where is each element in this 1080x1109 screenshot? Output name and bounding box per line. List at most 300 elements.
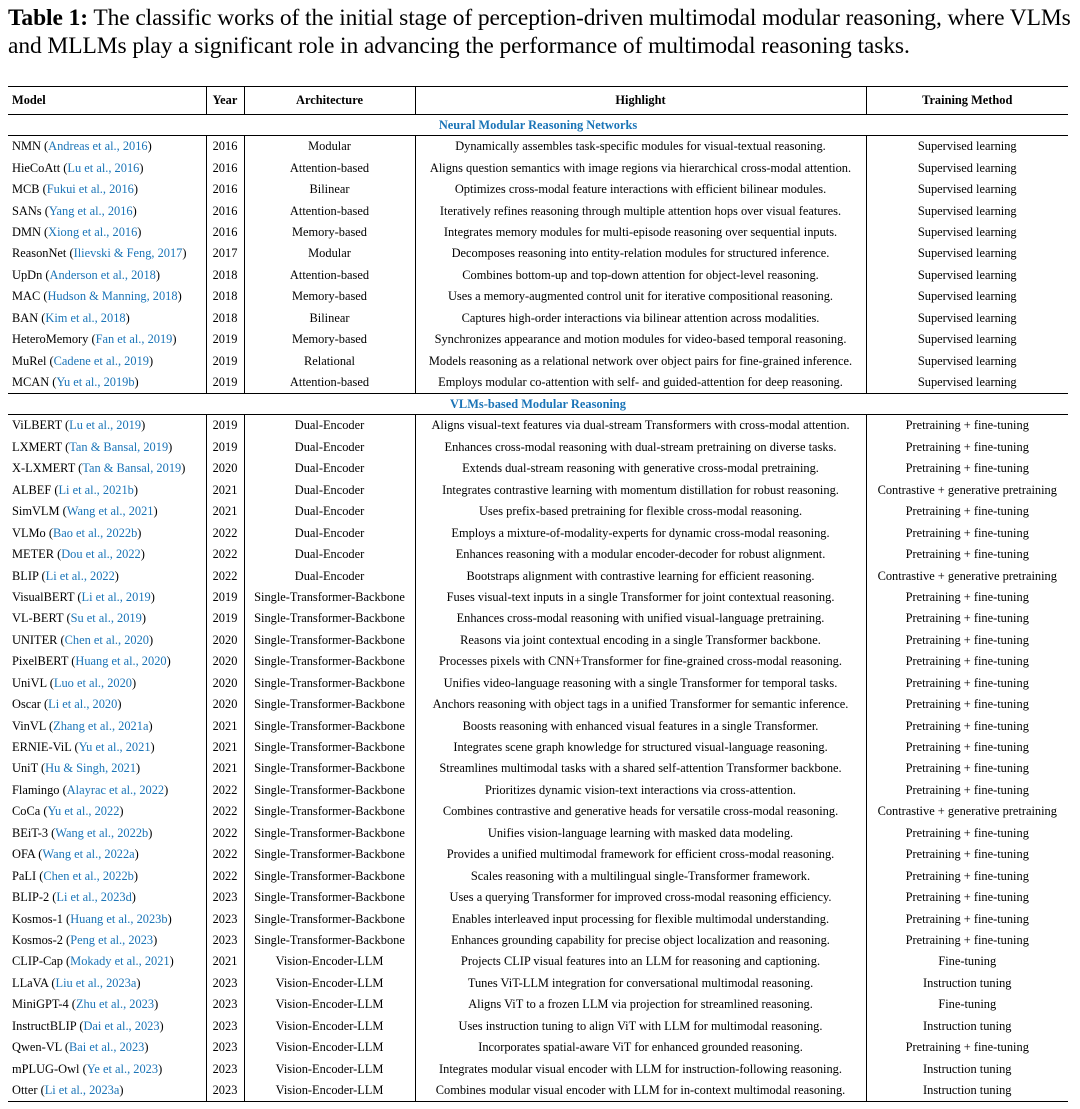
- cell-year: 2019: [206, 587, 244, 608]
- section-header-row: [8, 394, 1068, 415]
- model-name: NMN: [12, 139, 41, 154]
- citation-link[interactable]: Chen et al., 2020: [64, 632, 149, 647]
- citation-link[interactable]: Zhang et al., 2021a: [53, 718, 149, 733]
- table-row: [8, 501, 1068, 522]
- cell-architecture: Single-Transformer-Backbone: [244, 758, 415, 779]
- cell-training-method: Pretraining + fine-tuning: [866, 437, 1068, 458]
- table-row: [8, 415, 1068, 437]
- cell-year: 2023: [206, 930, 244, 951]
- cell-highlight: Reasons via joint contextual encoding in a single Transformer backbone.: [415, 630, 866, 651]
- cell-architecture: Dual-Encoder: [244, 437, 415, 458]
- citation-link[interactable]: Su et al., 2019: [70, 611, 142, 626]
- caption-label: Table 1:: [8, 5, 88, 31]
- table-row: [8, 1016, 1068, 1037]
- model-name: MiniGPT-4: [12, 997, 69, 1012]
- citation-link[interactable]: Xiong et al., 2016: [48, 224, 138, 239]
- cell-year: 2020: [206, 694, 244, 715]
- column-header-model: Model: [8, 87, 206, 115]
- table-row: [8, 200, 1068, 221]
- cell-year: 2022: [206, 544, 244, 565]
- cell-highlight: Aligns question semantics with image regions via hierarchical cross-modal attention.: [415, 157, 866, 178]
- cell-year: 2023: [206, 1037, 244, 1058]
- cell-training-method: Fine-tuning: [866, 951, 1068, 972]
- cell-year: 2020: [206, 630, 244, 651]
- cell-highlight: Decomposes reasoning into entity-relation modules for structured inference.: [415, 243, 866, 264]
- table-row: [8, 651, 1068, 672]
- table-row: [8, 1080, 1068, 1102]
- citation-link[interactable]: Luo et al., 2020: [53, 675, 133, 690]
- table-row: [8, 951, 1068, 972]
- table-row: [8, 458, 1068, 479]
- citation-link[interactable]: Li et al., 2023a: [44, 1083, 120, 1098]
- cell-highlight: Unifies vision-language learning with masked data modeling.: [415, 823, 866, 844]
- model-name: DMN: [12, 224, 41, 239]
- cell-architecture: Single-Transformer-Backbone: [244, 694, 415, 715]
- cell-model: Flamingo (Alayrac et al., 2022): [12, 782, 169, 797]
- cell-year: 2018: [206, 308, 244, 329]
- cell-model: BLIP (Li et al., 2022): [12, 568, 119, 583]
- cell-model: PixelBERT (Huang et al., 2020): [12, 654, 171, 669]
- cell-training-method: Pretraining + fine-tuning: [866, 501, 1068, 522]
- cell-training-method: Instruction tuning: [866, 1016, 1068, 1037]
- cell-highlight: Integrates memory modules for multi-episode reasoning over sequential inputs.: [415, 222, 866, 243]
- cell-highlight: Enhances reasoning with a modular encoder-decoder for robust alignment.: [415, 544, 866, 565]
- citation-link[interactable]: Li et al., 2019: [81, 589, 151, 604]
- cell-year: 2021: [206, 758, 244, 779]
- cell-architecture: Vision-Encoder-LLM: [244, 1016, 415, 1037]
- model-name: BAN: [12, 310, 39, 325]
- table-row: [8, 801, 1068, 822]
- model-name: Kosmos-2: [12, 932, 63, 947]
- cell-model: ViLBERT (Lu et al., 2019): [12, 418, 146, 433]
- caption-text: The classific works of the initial stage of perception-driven multimodal modular reasoning, where VLMs and MLLMs play a significant role in advancing the performance of multimodal reasoning tasks.: [8, 5, 1071, 59]
- cell-highlight: Enhances grounding capability for precise object localization and reasoning.: [415, 930, 866, 951]
- citation-link[interactable]: Li et al., 2021b: [58, 482, 134, 497]
- cell-model: NMN (Andreas et al., 2016): [12, 139, 152, 154]
- table-row: [8, 973, 1068, 994]
- cell-highlight: Uses a querying Transformer for improved cross-modal reasoning efficiency.: [415, 887, 866, 908]
- citation-link[interactable]: Hu & Singh, 2021: [45, 761, 137, 776]
- citation-link[interactable]: Ilievski & Feng, 2017: [73, 246, 183, 261]
- cell-architecture: Dual-Encoder: [244, 480, 415, 501]
- section-title: Neural Modular Reasoning Networks: [8, 115, 1068, 136]
- cell-architecture: Single-Transformer-Backbone: [244, 715, 415, 736]
- column-header-year: Year: [206, 87, 244, 115]
- cell-model: UpDn (Anderson et al., 2018): [12, 267, 161, 282]
- cell-architecture: Single-Transformer-Backbone: [244, 930, 415, 951]
- cell-highlight: Provides a unified multimodal framework for efficient cross-modal reasoning.: [415, 844, 866, 865]
- citation-link[interactable]: Liu et al., 2023a: [55, 975, 137, 990]
- cell-training-method: Fine-tuning: [866, 994, 1068, 1015]
- citation-link[interactable]: Lu et al., 2019: [69, 418, 142, 433]
- section-header-row: [8, 115, 1068, 136]
- model-name: ERNIE-ViL: [12, 740, 72, 755]
- citation-link[interactable]: Fukui et al., 2016: [46, 182, 134, 197]
- cell-year: 2019: [206, 329, 244, 350]
- model-name: ViLBERT: [12, 418, 62, 433]
- cell-architecture: Vision-Encoder-LLM: [244, 994, 415, 1015]
- cell-year: 2022: [206, 844, 244, 865]
- cell-highlight: Anchors reasoning with object tags in a unified Transformer for semantic inference.: [415, 694, 866, 715]
- cell-highlight: Integrates scene graph knowledge for structured visual-language reasoning.: [415, 737, 866, 758]
- citation-link[interactable]: Li et al., 2022: [45, 568, 115, 583]
- cell-highlight: Synchronizes appearance and motion modules for video-based temporal reasoning.: [415, 329, 866, 350]
- cell-highlight: Enhances cross-modal reasoning with dual-stream pretraining on diverse tasks.: [415, 437, 866, 458]
- citation-link[interactable]: Chen et al., 2022b: [43, 868, 134, 883]
- model-name: Flamingo: [12, 782, 60, 797]
- citation-link[interactable]: Anderson et al., 2018: [49, 267, 156, 282]
- column-header-architecture: Architecture: [244, 87, 415, 115]
- citation-link[interactable]: Dou et al., 2022: [61, 547, 141, 562]
- model-name: Qwen-VL: [12, 1040, 62, 1055]
- cell-year: 2019: [206, 415, 244, 437]
- citation-link[interactable]: Yang et al., 2016: [48, 203, 133, 218]
- table-row: [8, 265, 1068, 286]
- cell-year: 2018: [206, 286, 244, 307]
- cell-model: MCAN (Yu et al., 2019b): [12, 375, 139, 390]
- cell-year: 2023: [206, 1080, 244, 1102]
- model-name: HieCoAtt: [12, 160, 61, 175]
- model-name: CLIP-Cap: [12, 954, 63, 969]
- model-name: MCAN: [12, 375, 50, 390]
- cell-training-method: Pretraining + fine-tuning: [866, 522, 1068, 543]
- model-name: BLIP-2: [12, 890, 50, 905]
- citation-link[interactable]: Wang et al., 2021: [66, 504, 154, 519]
- model-name: Otter: [12, 1083, 38, 1098]
- cell-architecture: Vision-Encoder-LLM: [244, 951, 415, 972]
- table-row: [8, 844, 1068, 865]
- table-row: [8, 715, 1068, 736]
- cell-training-method: Pretraining + fine-tuning: [866, 630, 1068, 651]
- cell-training-method: Pretraining + fine-tuning: [866, 758, 1068, 779]
- model-name: UNITER: [12, 632, 58, 647]
- model-name: mPLUG-Owl: [12, 1061, 80, 1076]
- cell-architecture: Single-Transformer-Backbone: [244, 887, 415, 908]
- model-name: MuRel: [12, 353, 47, 368]
- citation-link[interactable]: Fan et al., 2019: [95, 332, 173, 347]
- cell-year: 2017: [206, 243, 244, 264]
- cell-year: 2019: [206, 608, 244, 629]
- cell-model: DMN (Xiong et al., 2016): [12, 224, 142, 239]
- cell-training-method: Pretraining + fine-tuning: [866, 608, 1068, 629]
- cell-model: PaLI (Chen et al., 2022b): [12, 868, 138, 883]
- cell-highlight: Employs a mixture-of-modality-experts for dynamic cross-modal reasoning.: [415, 522, 866, 543]
- model-name: SimVLM: [12, 504, 60, 519]
- cell-model: METER (Dou et al., 2022): [12, 547, 145, 562]
- cell-highlight: Tunes ViT-LLM integration for conversational multimodal reasoning.: [415, 973, 866, 994]
- cell-model: X-LXMERT (Tan & Bansal, 2019): [12, 461, 186, 476]
- citation-link[interactable]: Huang et al., 2023b: [70, 911, 168, 926]
- cell-highlight: Fuses visual-text inputs in a single Transformer for joint contextual reasoning.: [415, 587, 866, 608]
- model-name: X-LXMERT: [12, 461, 76, 476]
- table-row: [8, 437, 1068, 458]
- table-row: [8, 329, 1068, 350]
- citation-link[interactable]: Andreas et al., 2016: [48, 139, 148, 154]
- cell-architecture: Modular: [244, 243, 415, 264]
- cell-highlight: Prioritizes dynamic vision-text interactions via cross-attention.: [415, 780, 866, 801]
- table-row: [8, 823, 1068, 844]
- table-row: [8, 865, 1068, 886]
- table-row: [8, 608, 1068, 629]
- cell-architecture: Single-Transformer-Backbone: [244, 587, 415, 608]
- cell-model: InstructBLIP (Dai et al., 2023): [12, 1018, 164, 1033]
- cell-model: BLIP-2 (Li et al., 2023d): [12, 890, 136, 905]
- cell-model: LXMERT (Tan & Bansal, 2019): [12, 439, 173, 454]
- citation-link[interactable]: Kim et al., 2018: [45, 310, 126, 325]
- cell-year: 2023: [206, 887, 244, 908]
- cell-model: MCB (Fukui et al., 2016): [12, 182, 138, 197]
- cell-highlight: Models reasoning as a relational network over object pairs for fine-grained inference.: [415, 350, 866, 371]
- model-name: VL-BERT: [12, 611, 64, 626]
- cell-architecture: Dual-Encoder: [244, 458, 415, 479]
- citation-link[interactable]: Tan & Bansal, 2019: [82, 461, 182, 476]
- table-row: [8, 587, 1068, 608]
- cell-year: 2016: [206, 179, 244, 200]
- cell-architecture: Vision-Encoder-LLM: [244, 1058, 415, 1079]
- cell-year: 2019: [206, 372, 244, 394]
- citation-link[interactable]: Ye et al., 2023: [86, 1061, 159, 1076]
- table-row: [8, 350, 1068, 371]
- table-row: [8, 994, 1068, 1015]
- table-row: [8, 694, 1068, 715]
- cell-highlight: Enables interleaved input processing for flexible multimodal understanding.: [415, 908, 866, 929]
- cell-model: MiniGPT-4 (Zhu et al., 2023): [12, 997, 159, 1012]
- cell-year: 2023: [206, 994, 244, 1015]
- cell-highlight: Unifies video-language reasoning with a single Transformer for temporal tasks.: [415, 673, 866, 694]
- cell-highlight: Combines contrastive and generative heads for versatile cross-modal reasoning.: [415, 801, 866, 822]
- cell-highlight: Uses prefix-based pretraining for flexible cross-modal reasoning.: [415, 501, 866, 522]
- citation-link[interactable]: Yu et al., 2019b: [56, 375, 135, 390]
- citation-link[interactable]: Bao et al., 2022b: [52, 525, 138, 540]
- cell-architecture: Attention-based: [244, 200, 415, 221]
- cell-model: MAC (Hudson & Manning, 2018): [12, 289, 182, 304]
- cell-highlight: Combines bottom-up and top-down attention for object-level reasoning.: [415, 265, 866, 286]
- cell-architecture: Relational: [244, 350, 415, 371]
- citation-link[interactable]: Yu et al., 2022: [47, 804, 120, 819]
- cell-year: 2022: [206, 865, 244, 886]
- citation-link[interactable]: Huang et al., 2020: [75, 654, 167, 669]
- table-row: [8, 286, 1068, 307]
- cell-training-method: Pretraining + fine-tuning: [866, 1037, 1068, 1058]
- cell-training-method: Supervised learning: [866, 179, 1068, 200]
- cell-model: Oscar (Li et al., 2020): [12, 697, 122, 712]
- cell-year: 2016: [206, 136, 244, 158]
- cell-architecture: Vision-Encoder-LLM: [244, 1037, 415, 1058]
- cell-training-method: Pretraining + fine-tuning: [866, 415, 1068, 437]
- cell-model: Kosmos-2 (Peng et al., 2023): [12, 932, 158, 947]
- cell-training-method: Supervised learning: [866, 286, 1068, 307]
- cell-architecture: Single-Transformer-Backbone: [244, 823, 415, 844]
- citation-link[interactable]: Tan & Bansal, 2019: [69, 439, 169, 454]
- cell-architecture: Single-Transformer-Backbone: [244, 801, 415, 822]
- cell-year: 2022: [206, 823, 244, 844]
- cell-architecture: Bilinear: [244, 179, 415, 200]
- cell-training-method: Pretraining + fine-tuning: [866, 908, 1068, 929]
- citation-link[interactable]: Zhu et al., 2023: [75, 997, 155, 1012]
- cell-year: 2021: [206, 501, 244, 522]
- citation-link[interactable]: Li et al., 2020: [48, 697, 118, 712]
- citation-link[interactable]: Peng et al., 2023: [70, 932, 154, 947]
- table-row: [8, 737, 1068, 758]
- table-row: [8, 157, 1068, 178]
- cell-highlight: Boosts reasoning with enhanced visual features in a single Transformer.: [415, 715, 866, 736]
- table-row: [8, 887, 1068, 908]
- cell-architecture: Single-Transformer-Backbone: [244, 844, 415, 865]
- citation-link[interactable]: Wang et al., 2022b: [55, 825, 149, 840]
- cell-architecture: Dual-Encoder: [244, 565, 415, 586]
- cell-year: 2021: [206, 951, 244, 972]
- cell-year: 2020: [206, 458, 244, 479]
- model-name: MAC: [12, 289, 41, 304]
- model-name: PaLI: [12, 868, 37, 883]
- cell-model: VLMo (Bao et al., 2022b): [12, 525, 142, 540]
- cell-model: ALBEF (Li et al., 2021b): [12, 482, 138, 497]
- cell-training-method: Pretraining + fine-tuning: [866, 887, 1068, 908]
- cell-training-method: Pretraining + fine-tuning: [866, 930, 1068, 951]
- citation-link[interactable]: Bai et al., 2023: [69, 1040, 145, 1055]
- table-row: [8, 222, 1068, 243]
- cell-highlight: Combines modular visual encoder with LLM for in-context multimodal reasoning.: [415, 1080, 866, 1102]
- citation-link[interactable]: Cadene et al., 2019: [53, 353, 149, 368]
- citation-link[interactable]: Alayrac et al., 2022: [66, 782, 165, 797]
- citation-link[interactable]: Lu et al., 2016: [67, 160, 140, 175]
- cell-highlight: Integrates contrastive learning with momentum distillation for robust reasoning.: [415, 480, 866, 501]
- cell-training-method: Pretraining + fine-tuning: [866, 694, 1068, 715]
- table-body: [8, 115, 1068, 1102]
- table-caption: [8, 4, 1074, 60]
- table-row: [8, 522, 1068, 543]
- cell-architecture: Single-Transformer-Backbone: [244, 630, 415, 651]
- model-name: SANs: [12, 203, 42, 218]
- cell-architecture: Vision-Encoder-LLM: [244, 973, 415, 994]
- model-name: BLIP: [12, 568, 39, 583]
- model-name: PixelBERT: [12, 654, 69, 669]
- cell-architecture: Dual-Encoder: [244, 544, 415, 565]
- cell-training-method: Supervised learning: [866, 222, 1068, 243]
- model-name: OFA: [12, 847, 36, 862]
- cell-year: 2016: [206, 200, 244, 221]
- cell-architecture: Dual-Encoder: [244, 501, 415, 522]
- citation-link[interactable]: Dai et al., 2023: [83, 1018, 160, 1033]
- model-name: UniVL: [12, 675, 47, 690]
- cell-training-method: Pretraining + fine-tuning: [866, 673, 1068, 694]
- cell-highlight: Employs modular co-attention with self- and guided-attention for deep reasoning.: [415, 372, 866, 394]
- model-name: VinVL: [12, 718, 46, 733]
- cell-training-method: Supervised learning: [866, 243, 1068, 264]
- cell-highlight: Incorporates spatial-aware ViT for enhanced grounded reasoning.: [415, 1037, 866, 1058]
- cell-highlight: Uses a memory-augmented control unit for iterative compositional reasoning.: [415, 286, 866, 307]
- cell-architecture: Single-Transformer-Backbone: [244, 651, 415, 672]
- table-row: [8, 758, 1068, 779]
- table-row: [8, 673, 1068, 694]
- header-row: [8, 87, 1068, 115]
- table-row: [8, 1058, 1068, 1079]
- cell-training-method: Pretraining + fine-tuning: [866, 865, 1068, 886]
- cell-year: 2022: [206, 522, 244, 543]
- cell-training-method: Supervised learning: [866, 136, 1068, 158]
- cell-training-method: Supervised learning: [866, 157, 1068, 178]
- cell-year: 2021: [206, 715, 244, 736]
- model-name: CoCa: [12, 804, 41, 819]
- cell-highlight: Dynamically assembles task-specific modules for visual-textual reasoning.: [415, 136, 866, 158]
- cell-highlight: Projects CLIP visual features into an LLM for reasoning and captioning.: [415, 951, 866, 972]
- cell-architecture: Attention-based: [244, 157, 415, 178]
- cell-training-method: Instruction tuning: [866, 973, 1068, 994]
- cell-year: 2022: [206, 780, 244, 801]
- cell-model: Kosmos-1 (Huang et al., 2023b): [12, 911, 172, 926]
- model-name: UniT: [12, 761, 38, 776]
- cell-architecture: Memory-based: [244, 286, 415, 307]
- model-name: ALBEF: [12, 482, 52, 497]
- model-name: VisualBERT: [12, 589, 75, 604]
- cell-model: VinVL (Zhang et al., 2021a): [12, 718, 153, 733]
- cell-architecture: Single-Transformer-Backbone: [244, 780, 415, 801]
- model-name: METER: [12, 547, 54, 562]
- citation-link[interactable]: Wang et al., 2022a: [42, 847, 135, 862]
- model-name: HeteroMemory: [12, 332, 89, 347]
- table-row: [8, 1037, 1068, 1058]
- cell-year: 2021: [206, 737, 244, 758]
- cell-year: 2022: [206, 565, 244, 586]
- cell-highlight: Aligns ViT to a frozen LLM via projection for streamlined reasoning.: [415, 994, 866, 1015]
- citation-link[interactable]: Mokady et al., 2021: [70, 954, 170, 969]
- cell-training-method: Supervised learning: [866, 372, 1068, 394]
- cell-architecture: Single-Transformer-Backbone: [244, 908, 415, 929]
- cell-year: 2020: [206, 673, 244, 694]
- cell-year: 2019: [206, 437, 244, 458]
- cell-year: 2018: [206, 265, 244, 286]
- cell-architecture: Single-Transformer-Backbone: [244, 737, 415, 758]
- cell-training-method: Instruction tuning: [866, 1058, 1068, 1079]
- cell-model: SimVLM (Wang et al., 2021): [12, 504, 158, 519]
- cell-model: UniT (Hu & Singh, 2021): [12, 761, 141, 776]
- section-title: VLMs-based Modular Reasoning: [8, 394, 1068, 415]
- cell-highlight: Processes pixels with CNN+Transformer for fine-grained cross-modal reasoning.: [415, 651, 866, 672]
- cell-year: 2023: [206, 908, 244, 929]
- cell-highlight: Optimizes cross-modal feature interactions with efficient bilinear modules.: [415, 179, 866, 200]
- cell-training-method: Pretraining + fine-tuning: [866, 780, 1068, 801]
- table-row: [8, 372, 1068, 394]
- citation-link[interactable]: Yu et al., 2021: [78, 740, 151, 755]
- cell-training-method: Contrastive + generative pretraining: [866, 801, 1068, 822]
- cell-architecture: Single-Transformer-Backbone: [244, 865, 415, 886]
- cell-highlight: Integrates modular visual encoder with LLM for instruction-following reasoning.: [415, 1058, 866, 1079]
- cell-model: HieCoAtt (Lu et al., 2016): [12, 160, 144, 175]
- cell-architecture: Modular: [244, 136, 415, 158]
- model-name: InstructBLIP: [12, 1018, 77, 1033]
- cell-training-method: Supervised learning: [866, 265, 1068, 286]
- cell-architecture: Bilinear: [244, 308, 415, 329]
- cell-year: 2022: [206, 801, 244, 822]
- cell-year: 2016: [206, 157, 244, 178]
- citation-link[interactable]: Hudson & Manning, 2018: [47, 289, 178, 304]
- cell-architecture: Dual-Encoder: [244, 415, 415, 437]
- cell-training-method: Pretraining + fine-tuning: [866, 823, 1068, 844]
- cell-model: SANs (Yang et al., 2016): [12, 203, 137, 218]
- cell-architecture: Memory-based: [244, 329, 415, 350]
- cell-training-method: Supervised learning: [866, 350, 1068, 371]
- table-row: [8, 565, 1068, 586]
- citation-link[interactable]: Li et al., 2023d: [56, 890, 132, 905]
- cell-architecture: Single-Transformer-Backbone: [244, 608, 415, 629]
- table-row: [8, 179, 1068, 200]
- cell-model: ERNIE-ViL (Yu et al., 2021): [12, 740, 155, 755]
- cell-architecture: Attention-based: [244, 265, 415, 286]
- table-row: [8, 136, 1068, 158]
- model-name: ReasonNet: [12, 246, 67, 261]
- column-header-highlight: Highlight: [415, 87, 866, 115]
- table-row: [8, 480, 1068, 501]
